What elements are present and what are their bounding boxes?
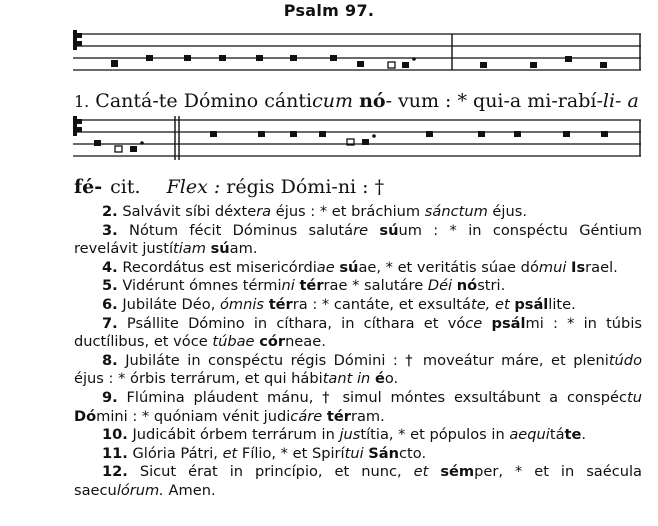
neumes xyxy=(111,55,607,68)
verse-text: Vidérunt ómnes términi térrae * salutáre Déi nóstri. xyxy=(122,277,506,295)
verse-5 xyxy=(74,277,642,296)
verse-8 xyxy=(74,352,642,389)
verse-list xyxy=(74,203,642,501)
verse-number: 9. xyxy=(102,388,118,406)
verse-number: 5. xyxy=(102,277,118,295)
flex-label: Flex : xyxy=(166,176,221,198)
verse-9 xyxy=(74,389,642,426)
flex-text: régis Dómi-ni : † xyxy=(226,176,385,198)
verse-text: Psállite Dómino in cíthara, in cíthara et vóce psálmi : * in túbis ductílibus, et vóce túbae córneae. xyxy=(74,314,642,351)
clef-icon xyxy=(73,116,82,136)
verse-11 xyxy=(74,445,642,464)
verse-text: Jubiláte in conspéctu régis Dómini : † moveátur máre, et plenitúdo éjus : * órbis terrárum, et qui hábitant in éo. xyxy=(74,351,642,388)
verse-12 xyxy=(74,463,642,500)
verse-7 xyxy=(74,315,642,352)
lyric-line-1 xyxy=(74,90,639,112)
verse-text: Flúmina pláudent mánu, † simul móntes exsultábunt a conspéctu Dómini : * quóniam vénit judicáre térram. xyxy=(74,388,643,425)
lyric-seg-italic: cum xyxy=(312,90,354,112)
verse-text: Sicut érat in princípio, et nunc, et sémper, * et in saécula saeculórum. Amen. xyxy=(74,463,642,499)
verse-number: 4. xyxy=(102,258,118,276)
verse-3 xyxy=(74,222,642,259)
verse-number: 3. xyxy=(102,221,118,239)
lyric-seg: Cantá-te Dómino cánti xyxy=(89,90,313,112)
verse-text: Nótum fécit Dóminus salutáre súum : * in conspéctu Géntium revelávit justítiam súam. xyxy=(74,221,642,258)
chant-staff-1 xyxy=(0,24,658,84)
lyric-syllable: fé- xyxy=(74,176,103,198)
line-number: 1. xyxy=(74,92,90,111)
verse-10 xyxy=(74,426,642,445)
verse-text: Judicábit órbem terrárum in justítia, * et pópulos in aequitáte. xyxy=(132,426,587,444)
verse-text: Jubiláte Déo, ómnis térra : * cantáte, et exsultáte, et psállite. xyxy=(122,295,576,313)
verse-number: 6. xyxy=(102,295,118,313)
verse-number: 8. xyxy=(102,351,118,369)
verse-6 xyxy=(74,296,642,315)
verse-text: Glória Pátri, et Fílio, * et Spirítui Sáncto. xyxy=(132,444,427,462)
verse-4 xyxy=(74,259,642,278)
neumes xyxy=(94,131,608,152)
lyric-line-2 xyxy=(74,176,384,198)
lyric-syllable: cit. xyxy=(110,176,141,198)
verse-number: 12. xyxy=(102,463,128,481)
verse-number: 11. xyxy=(102,444,128,462)
lyric-seg-italic: li- a xyxy=(602,90,639,112)
verse-2 xyxy=(74,203,642,222)
psalm-title: Psalm 97. xyxy=(283,1,375,20)
verse-number: 10. xyxy=(102,426,128,444)
lyric-seg-bold: nó xyxy=(359,90,386,112)
verse-text: Recordátus est misericórdiae súae, * et veritátis súae dómui Israel. xyxy=(122,258,618,276)
verse-number: 2. xyxy=(102,203,118,220)
clef-icon xyxy=(73,30,82,50)
verse-text: Salvávit síbi déxtera éjus : * et bráchium sánctum éjus. xyxy=(122,203,527,220)
chant-staff-2 xyxy=(0,110,658,170)
lyric-seg: - vum : * qui-a mi-rabí- xyxy=(385,90,603,112)
verse-number: 7. xyxy=(102,314,118,332)
